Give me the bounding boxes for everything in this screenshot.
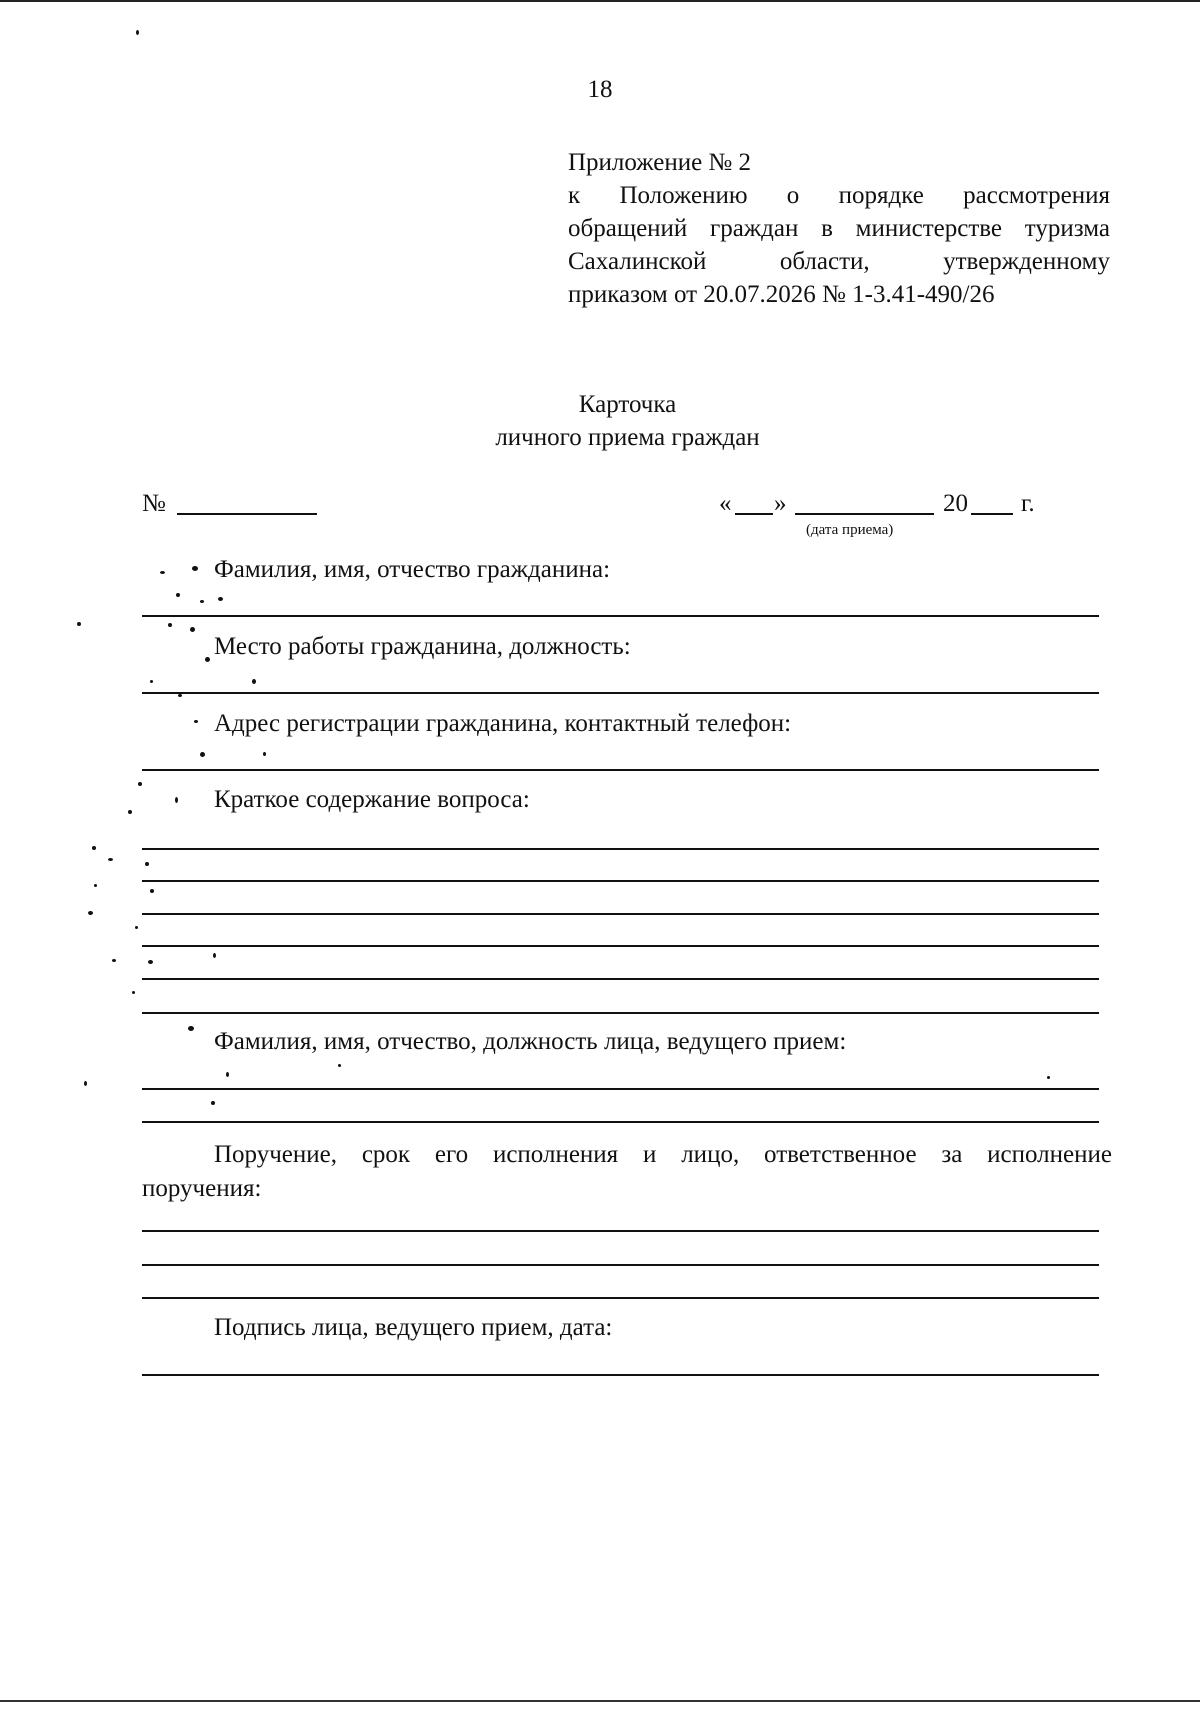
assignment-label-line: поручения: — [142, 1175, 262, 1202]
year-suffix: г. — [1021, 490, 1035, 517]
assignment-line — [142, 1230, 1099, 1232]
citizen-name-label: Фамилия, имя, отчество гражданина: — [214, 556, 611, 583]
workplace-label: Место работы гражданина, должность: — [214, 633, 631, 660]
page-number: 18 — [587, 76, 613, 103]
official-line — [142, 1088, 1099, 1090]
date-close-quote: » — [774, 490, 787, 517]
address-label: Адрес регистрации гражданина, контактный телефон: — [214, 710, 792, 737]
signature-line — [142, 1374, 1099, 1376]
assignment-line — [142, 1264, 1099, 1266]
question-line — [142, 848, 1099, 850]
assignment-line — [142, 1297, 1099, 1299]
scan-bottom-edge — [0, 1700, 1200, 1702]
day-blank-line — [735, 513, 773, 515]
question-line — [142, 913, 1099, 915]
appendix-line: обращений граждан в министерстве туризма — [568, 215, 1110, 242]
question-line — [142, 978, 1099, 980]
scan-top-edge — [0, 0, 1200, 2]
official-label: Фамилия, имя, отчество, должность лица, ведущего прием: — [214, 1028, 847, 1055]
year-prefix: 20 — [943, 490, 968, 517]
workplace-line — [142, 692, 1099, 694]
appendix-line: Сахалинской области, утвержденному — [568, 248, 1110, 275]
question-line — [142, 945, 1099, 947]
appendix-header — [568, 146, 1110, 311]
official-line — [142, 1121, 1099, 1123]
appendix-title: Приложение № 2 — [568, 149, 752, 176]
date-open-quote: « — [719, 490, 732, 517]
address-line — [142, 769, 1099, 771]
citizen-name-line — [142, 615, 1099, 617]
card-title: Карточка — [578, 391, 677, 418]
question-line — [142, 880, 1099, 882]
number-blank-line — [177, 513, 317, 515]
year-blank-line — [971, 513, 1013, 515]
assignment-label — [142, 1138, 1112, 1206]
appendix-line: к Положению о порядке рассмотрения — [568, 182, 1110, 209]
appendix-line: приказом от 20.07.2026 № 1-3.41-490/26 — [568, 281, 995, 308]
question-label: Краткое содержание вопроса: — [214, 786, 530, 813]
month-blank-line — [795, 513, 934, 515]
number-mark: № — [142, 490, 166, 517]
question-line — [142, 1012, 1099, 1014]
signature-label: Подпись лица, ведущего прием, дата: — [214, 1314, 613, 1341]
assignment-label-line: Поручение, срок его исполнения и лицо, ответственное за исполнение — [214, 1141, 1112, 1168]
date-caption: (дата приема) — [806, 522, 894, 538]
card-subtitle: личного приема граждан — [495, 424, 760, 451]
